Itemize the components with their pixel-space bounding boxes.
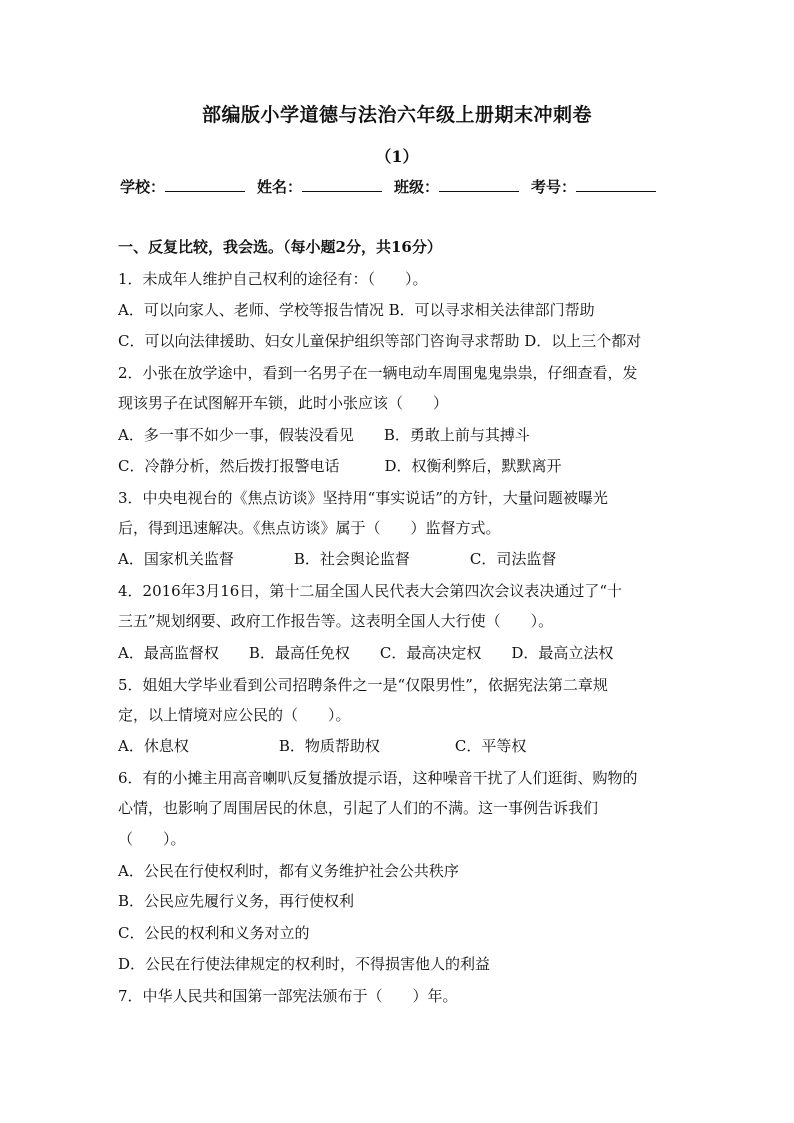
- question-line: 7．中华人民共和国第一部宪法颁布于（ ）年。: [118, 987, 458, 1005]
- name-blank: [302, 177, 382, 192]
- name-field: [257, 176, 382, 197]
- name-label: 姓名：: [257, 178, 303, 196]
- question-line: 4．2016年3月16日，第十二届全国人民代表大会第四次会议表决通过了“十: [118, 582, 623, 600]
- section-heading: 一、反复比较，我会选。（每小题2分，共16分）: [118, 238, 442, 256]
- school-field: [120, 176, 245, 197]
- question-line: A．国家机关监督 B．社会舆论监督 C．司法监督: [118, 550, 557, 568]
- question-line: A．休息权 B．物质帮助权 C．平等权: [118, 737, 527, 755]
- question-line: C．冷静分析，然后拨打报警电话 D．权衡利弊后，默默离开: [118, 457, 562, 475]
- question-line: 现该男子在试图解开车锁，此时小张应该（ ）: [118, 394, 449, 412]
- school-blank: [165, 177, 245, 192]
- question-line: 心情，也影响了周围居民的休息，引起了人们的不满。这一事例告诉我们: [118, 799, 599, 817]
- question-line: （ ）。: [118, 830, 186, 848]
- class-blank: [439, 177, 519, 192]
- question-line: A．多一事不如少一事，假装没看见 B．勇敢上前与其搏斗: [118, 426, 530, 444]
- question-line: A．可以向家人、老师、学校等报告情况 B．可以寻求相关法律部门帮助: [118, 301, 595, 319]
- exam-no-blank: [576, 177, 656, 192]
- student-info-row: [120, 176, 680, 197]
- question-line: B．公民应先履行义务，再行使权利: [118, 892, 355, 910]
- exam-no-label: 考号：: [531, 178, 577, 196]
- question-line: 3．中央电视台的《焦点访谈》坚持用“事实说话”的方针，大量问题被曝光: [118, 489, 608, 507]
- question-line: 5．姐姐大学毕业看到公司招聘条件之一是“仅限男性”，依据宪法第二章规: [118, 676, 608, 694]
- school-label: 学校：: [120, 178, 166, 196]
- question-line: C．可以向法律援助、妇女儿童保护组织等部门咨询寻求帮助 D．以上三个都对: [118, 332, 642, 350]
- question-line: 后，得到迅速解决。《焦点访谈》属于（ ）监督方式。: [118, 519, 501, 537]
- question-line: 2．小张在放学途中，看到一名男子在一辆电动车周围鬼鬼祟祟，仔细查看，发: [118, 364, 638, 382]
- question-line: 1．未成年人维护自己权利的途径有：（ ）。: [118, 270, 428, 288]
- exam-no-field: [531, 176, 656, 197]
- question-line: 三五”规划纲要、政府工作报告等。这表明全国人大行使（ ）。: [118, 612, 554, 630]
- question-line: 定，以上情境对应公民的（ ）。: [118, 706, 351, 724]
- page-subtitle: （1）: [375, 147, 419, 166]
- question-line: 6．有的小摊主用高音喇叭反复播放提示语，这种噪音干扰了人们逛街、购物的: [118, 769, 638, 787]
- question-line: A．最高监督权 B．最高任免权 C．最高决定权 D．最高立法权: [118, 644, 614, 662]
- question-line: A．公民在行使权利时，都有义务维护社会公共秩序: [118, 862, 459, 880]
- class-field: [394, 176, 519, 197]
- question-line: C．公民的权利和义务对立的: [118, 924, 310, 942]
- page-title: 部编版小学道德与法治六年级上册期末冲刺卷: [201, 104, 592, 126]
- question-line: D．公民在行使法律规定的权利时，不得损害他人的利益: [118, 955, 491, 973]
- class-label: 班级：: [394, 178, 440, 196]
